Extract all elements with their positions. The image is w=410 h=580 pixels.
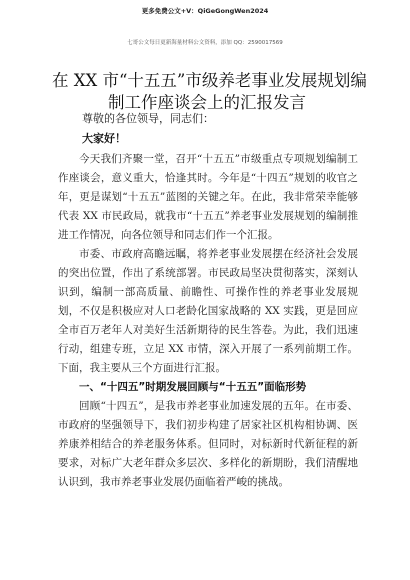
title-line-1: 在 XX 市“十五五”市级养老事业发展规划编 <box>52 71 367 90</box>
title-line-2: 制工作座谈会上的汇报发言 <box>108 93 306 112</box>
paragraph-1: 今天我们齐聚一堂，召开“十五五”市级重点专项规划编制工作座谈会，意义重大，恰逢其时。今年是“十四五”规划的收官之年，更是谋划“十五五”蓝图的关键之年。在此，我非常荣幸能够代表 XX 市民政局，就我市“十五五”养老事业发展规划的编制推进工作情况，向各位领导和同志们作一个汇报。 <box>58 153 358 241</box>
paragraph-2: 市委、市政府高瞻远瞩，将养老事业发展摆在经济社会发展的突出位置，作出了系统部署。市民政局坚决贯彻落实，深刻认识到，编制一部高质量、前瞻性、可操作性的养老事业发展规划，不仅是积极应对人口老龄化国家战略的 XX 实践，更是回应全市百万老年人对美好生活新期待的民生答卷。为此，我们迅速行动，组建专班，立足 XX 市情，深入开展了一系列前期工作。下面，我主要从三个方面进行汇报。 <box>58 248 358 374</box>
document-title <box>52 70 367 114</box>
section-heading: 一、“十四五”时期发展回顾与“十五五”面临形势 <box>79 381 307 393</box>
document-body <box>58 150 358 492</box>
opening-line: 大家好！ <box>82 132 126 145</box>
promo-note: 七哥公文每日更新海量材料公文资料，添加 QQ：2590017569 <box>127 40 283 46</box>
promo-banner: 更多免费公文+V：QiGeGongWen2024 <box>141 7 269 15</box>
paragraph-3: 回顾“十四五”，是我市养老事业加速发展的五年。在市委、市政府的坚强领导下，我们初步构建了居家社区机构相协调、医养康养相结合的养老服务体系。但同时，对标新时代新征程的新要求，对标广大老年群众多层次、多样化的新期盼，我们清醒地认识到，我市养老事业发展仍面临着严峻的挑战。 <box>58 400 358 488</box>
salutation: 尊敬的各位领导，同志们： <box>82 112 214 125</box>
